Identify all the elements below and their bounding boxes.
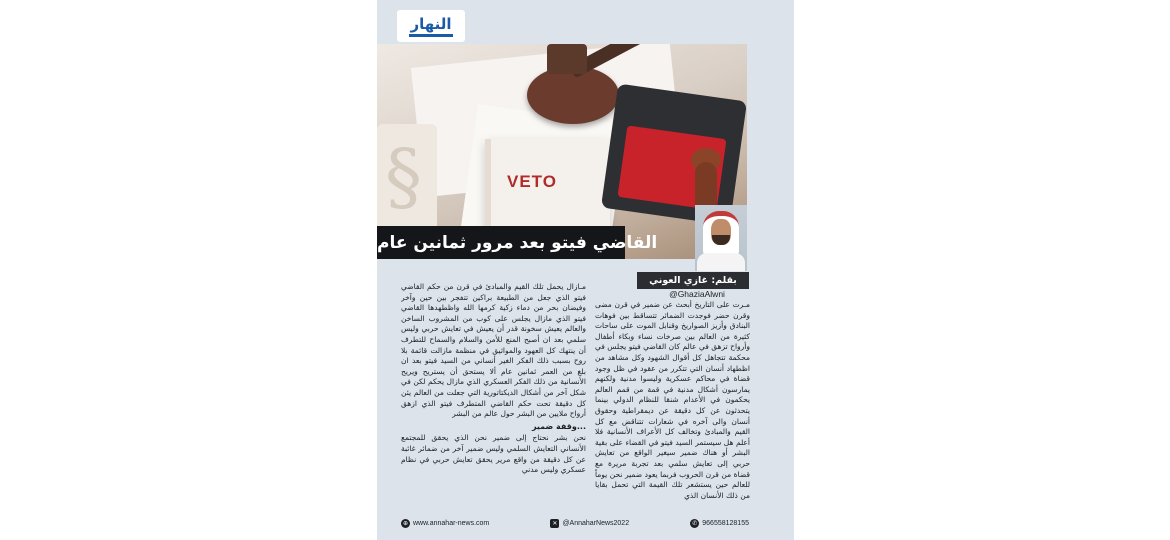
author-thobe: [697, 253, 745, 271]
footer-website[interactable]: [401, 519, 489, 528]
article-headline: القاضي فيتو بعد مرور ثمانين عام: [377, 232, 658, 253]
section-sign-glyph: §: [385, 134, 422, 220]
footer-twitter[interactable]: [550, 519, 629, 528]
author-byline: [637, 272, 749, 289]
author-handle: @GhaziaAlwni: [669, 289, 725, 299]
article-paragraph: نحن بشر نحتاج إلى ضمير نحن الذي يحقق للمجتمع الأنساني التعايش السلمي وليس ضمير آخر من ضمائر غائبة عن كل دقيقة من واقع مرير يحقق تعايش حربي في نظام عسكري وليس مدني: [401, 433, 586, 475]
article-column-left: [401, 282, 586, 512]
article-paragraph: مـرت على التاريخ أبحث عن ضمير في قرن مضى وقرن حضر فوجدت الضمائر تتساقط بين فوهات البنادق وأزيز الصواريخ وقنابل الموت على ساحات كثيرة من العالم بين صرخات نساء وبكاء أطفال وأرواح تزهق في عالم كان القاضي فيتو يجلس في محكمة تتجاهل كل أقوال الشهود وكل مشاهد من اظطهاد أنسان التي تتكرر من عقود في ظل وجود قضاة في محاكم عسكرية وليسوا مدنية ولكنهم يمارسون أشكال مدنية في قمة من قمم العالم يحكمون في الأعدام شنقا للنظام الدولي بينما يتحدثون عن كل دقيقة عن ديمقراطية وحقوق أنسان والى آخره في شعارات تتناقض مع كل القيم والمبادئ وتخالف كل الأعراف الأنسانية فلا أعلم هل سيستمر السيد فيتو في القضاء على بقية البشر أو هناك ضمير سيغير الواقع من تعايش حربي إلى تعايش سلمي بعد تجربة مريرة مع قضاة من قرن الحروب فربما يعود ضمير نحن يوماً للعالم حين يستشعر تلك القيمة التي تحمل بقايا من ذلك الأنسان الذي: [595, 300, 750, 500]
whatsapp-icon: ✆: [692, 520, 698, 527]
article-subhead: ...وقفة ضمير: [531, 421, 586, 431]
page-footer: [401, 516, 749, 530]
author-portrait: [695, 205, 747, 271]
byline-text: بقلم: غازي العوني: [649, 275, 737, 286]
newspaper-page: [377, 0, 794, 540]
article-headline-bar: [377, 226, 658, 259]
twitter-text: @AnnaharNews2022: [562, 519, 630, 527]
article-column-right: [595, 300, 750, 512]
whatsapp-text: 966558128155: [702, 519, 749, 527]
logo-text: النهار: [410, 14, 452, 33]
logo-underline: [409, 34, 453, 37]
gavel-head: [547, 44, 587, 74]
article-paragraph: مـازال يحمل تلك القيم والمبادئ في قرن من حكم القاضي فيتو الذي جعل من الطبيعة براكين تتفجر بين حين وآخر وفيضان بحر من دماء زكية كرمها الله واظطهدها القاضي فيتو الذي مازال يجلس على كوب من المشروب الساخن والعالم يعيش سخونة قدر أن يعيش في تعايش حربي وليس سلمي بعد ان أصبح المنع للأمن والسلام والسماح للتطرف أن ينتهك كل العهود والمواثيق في منظمة مازالت قائمة بلا روح بسبب ذلك الفكر الغير أنساني من السيد فيتو بعد ان بلغ من العمر ثمانين عام ألا يستحق أن يستريح ويريح الأنسانية من ذلك الفكر العسكري الذي مازال يحكم لكن في شكل آخر من أشكال الديكتاتورية التي جعلت من العالم يئن كل دقيقة تحت حكم القاضي المتطرف فيتو الذي ازهق أرواح ملايين من البشر حول عالم من البشر: [401, 282, 586, 419]
globe-icon: ⊕: [402, 520, 409, 527]
footer-whatsapp[interactable]: [690, 519, 749, 528]
website-text: www.annahar-news.com: [413, 519, 490, 527]
annahar-logo: [397, 10, 465, 42]
veto-book-text: VETO: [507, 172, 557, 191]
x-logo-icon: ✕: [552, 520, 558, 527]
